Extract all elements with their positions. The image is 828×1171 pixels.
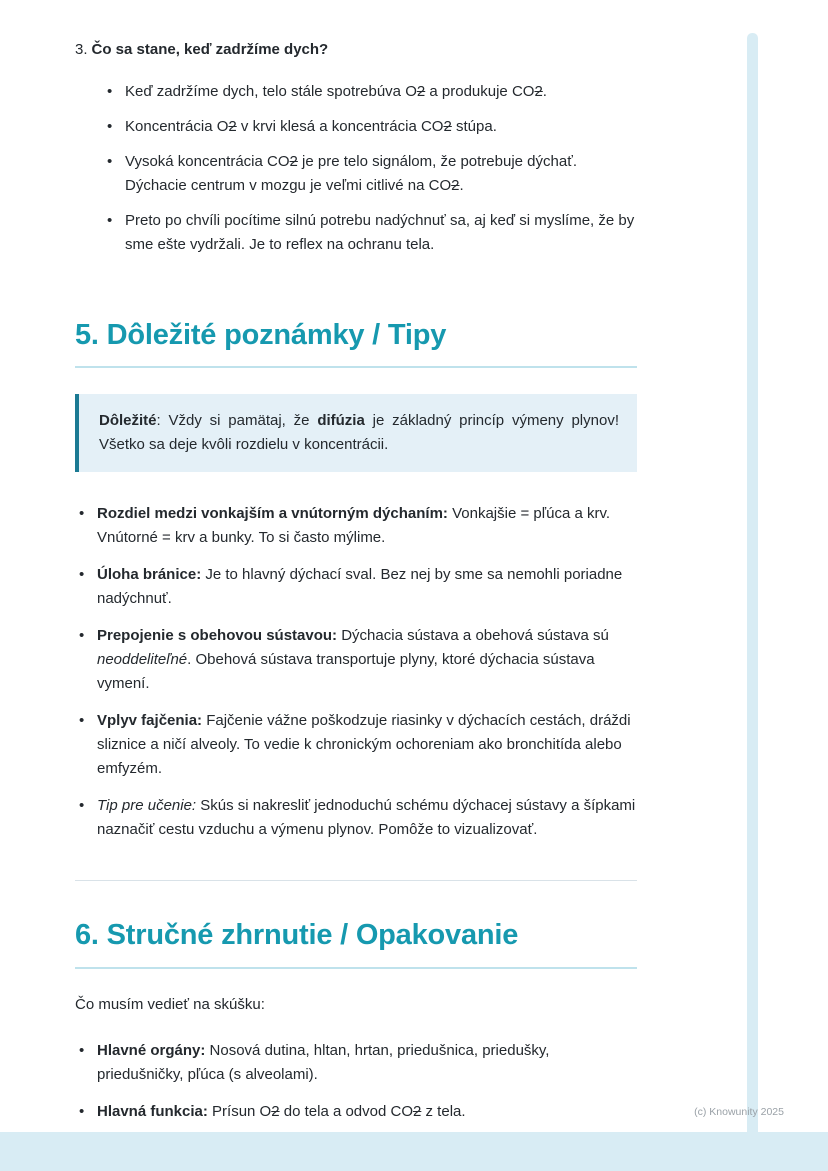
question-title: Čo sa stane, keď zadržíme dych? bbox=[91, 41, 329, 58]
page-trim-bottom bbox=[0, 1132, 828, 1171]
list-item: • Rozdiel medzi vonkajším a vnútorným dýchaním: Vonkajšie = pľúca a krv. Vnútorné = krv a bunky. To si často mýlime. bbox=[75, 502, 637, 550]
section-heading-6: 6. Stručné zhrnutie / Opakovanie bbox=[75, 917, 637, 968]
list-item: • Hlavná funkcia: Prísun O2 do tela a odvod CO2 z tela. bbox=[75, 1100, 637, 1124]
list-item: • Keď zadržíme dych, telo stále spotrebúva O2 a produkuje CO2. bbox=[103, 80, 637, 104]
question-bullet-list bbox=[103, 80, 637, 257]
list-item: • Preto po chvíli pocítime silnú potrebu nadýchnuť sa, aj keď si myslíme, že by sme ešte vydržali. Je to reflex na ochranu tela. bbox=[103, 209, 637, 257]
list-item: • Prepojenie s obehovou sústavou: Dýchacia sústava a obehová sústava sú neoddeliteľné. Obehová sústava transportuje plyny, ktoré dýchacia sústava vymení. bbox=[75, 624, 637, 696]
section-heading-5: 5. Dôležité poznámky / Tipy bbox=[75, 317, 637, 368]
question-number: 3. bbox=[75, 41, 88, 58]
summary-intro: Čo musím vedieť na skúšku: bbox=[75, 995, 265, 1013]
copyright-text: (c) Knowunity 2025 bbox=[694, 1106, 784, 1119]
question-item bbox=[75, 38, 637, 62]
list-item: • Hlavné orgány: Nosová dutina, hltan, hrtan, priedušnica, priedušky, priedušničky, pľúca (s alveolami). bbox=[75, 1039, 637, 1087]
list-item: • Úloha bránice: Je to hlavný dýchací sval. Bez nej by sme sa nemohli poriadne nadýchnuť. bbox=[75, 563, 637, 611]
list-item: • Vysoká koncentrácia CO2 je pre telo signálom, že potrebuje dýchať. Dýchacie centrum v mozgu je veľmi citlivé na CO2. bbox=[103, 150, 637, 198]
important-callout: Dôležité: Vždy si pamätaj, že difúzia je základný princíp výmeny plynov! Všetko sa deje kvôli rozdielu v koncentrácii. bbox=[75, 394, 637, 472]
list-item: • Koncentrácia O2 v krvi klesá a koncentrácia CO2 stúpa. bbox=[103, 115, 637, 139]
tips-bullet-list bbox=[75, 502, 637, 842]
summary-bullet-list bbox=[75, 1039, 637, 1124]
list-item: • Vplyv fajčenia: Fajčenie vážne poškodzuje riasinky v dýchacích cestách, dráždi sliznice a ničí alveoly. To vedie k chronickým ochoreniam ako bronchitída alebo emfyzém. bbox=[75, 709, 637, 781]
section-divider bbox=[75, 880, 637, 881]
list-item: • Tip pre učenie: Skús si nakresliť jednoduchú schému dýchacej sústavy a šípkami naznačiť cestu vzduchu a výmenu plynov. Pomôže to vizualizovať. bbox=[75, 794, 637, 842]
page-trim-right bbox=[747, 33, 758, 1132]
